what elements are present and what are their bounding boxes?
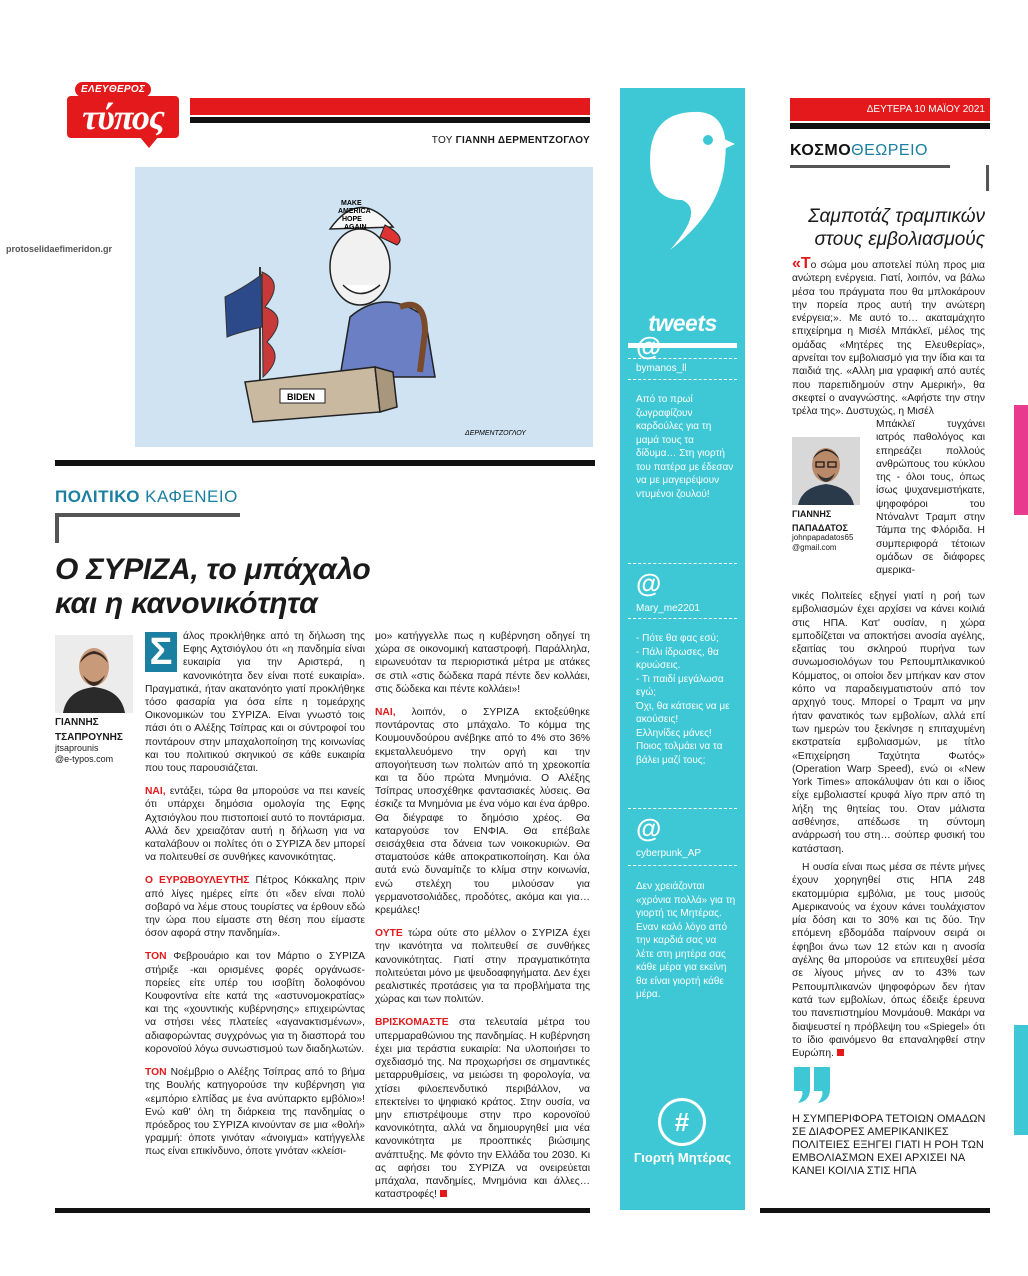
- column-headline-line-2: στους εμβολιασμούς: [814, 229, 985, 250]
- footer-rule-left: [55, 1208, 590, 1213]
- author-name-last: ΤΣΑΠΡΟΥΝΗΣ: [55, 732, 123, 743]
- byline-prefix: ΤΟΥ: [431, 135, 453, 146]
- paragraph-text: εντάξει, τώρα θα μπορούσε να πει κανείς ότι υπάρχει δημόσια ομολογία της Εφης Αχτσιόγλου που πιστοποιεί αυτό το ποντάρισμα. Αλλά δεν χρειαζόταν αυτή η δήλωση για να καταλάβουν οι πολίτες ότι ο ΣΥΡΙΖΑ δεν μπορεί να πολιτευθεί σε συνθήκες κανονικότητας.: [145, 786, 365, 864]
- page-edge-tab-pink: [1014, 405, 1028, 515]
- paragraph-text: Φεβρουάριο και τον Μάρτιο ο ΣΥΡΙΖΑ στήριξε -και ορισμένες φορές οργάνωσε- πορείες είτε υπέρ του ισοβίτη δολοφόνου Κουφοντίνα είτε κατά της «αστυνομοκρατίας» και της «χουντικής κυβέρνησης» επιχειρώντας να στήσει νέες πλατείες «αγανακτισμένων», αδιαφορώντας συγχρόνως για τη διασπορά του κορονοϊού λόγω συνωστισμού των διαδηλωτών.: [145, 951, 365, 1055]
- section-divider: [55, 460, 595, 466]
- hat-line-3: HOPE: [342, 216, 362, 223]
- issue-date: ΔΕΥΤΕΡΑ 10 ΜΑΪΟΥ 2021: [866, 104, 985, 115]
- tweet-handle[interactable]: cyberpunk_AP: [636, 848, 702, 859]
- brand-main-label: τύπος: [67, 96, 179, 138]
- paragraph-keyword: ΒΡΙΣΚΟΜΑΣΤΕ: [375, 1017, 449, 1029]
- article-paragraph: [145, 874, 365, 940]
- paragraph-keyword: ΤΟΝ: [145, 951, 167, 963]
- end-mark-icon: [440, 1190, 447, 1197]
- tweet-text: Δεν χρειάζονται «χρόνια πολλά» για τη γιορτή τις Μητέρας. Εναν καλό λόγο από την καρδιά σας να λέτε στη μητέρα σας κάθε μέρα για εκείνη θα είναι γιορτή κάθε μέρα.: [636, 881, 736, 1000]
- brand-top-label: ΕΛΕΥΘΕΡΟΣ: [75, 82, 151, 97]
- headline-line-1: Ο ΣΥΡΙΖΑ, το μπάχαλο: [55, 553, 371, 586]
- desk-label: BIDEN: [287, 392, 316, 402]
- paragraph-text: άλος προκλήθηκε από τη δήλωση της Εφης Αχτσιόγλου ότι «η πανδημία είναι ευκαιρία για την Αριστερά, η κανονικότητα δεν είναι ποτέ ευκαιρία». Πραγματικά, ήταν ακατανόητο γιατί προκλήθηκε τόσο φασαρία για όσα είπε η τομεάρχης Οικονομικών του ΣΥΡΙΖΑ. Είναι γνωστό τοις πάσι ότι ο Αλέξης Τσίπρας και οι σύντροφοί του ποντάρουν στην μπαχαλοποίηση της κοινωνίας και του πολιτικού σκηνικού σε κάθε ευκαιρία που τους παρουσιάζεται.: [145, 631, 365, 775]
- article-paragraph: [145, 1066, 365, 1158]
- tweet-at-icon: @: [636, 331, 662, 361]
- article-paragraph: [145, 785, 365, 864]
- paragraph-text: Η ουσία είναι πως μέσα σε πέντε μήνες έχουν χορηγηθεί στις ΗΠΑ 248 εκατομμύρια εμβόλια, με τους μισούς Αμερικανούς να έχουν κάνει τουλάχιστον μία δόση και το 30% και τις δύο. Την επόμενη εβδομάδα παίρνουν σειρά οι έφηβοι άνω των 12 ετών και η ανοσία αγέλης θα μπορούσε να επιτευχθεί μέσα σε λίγους μήνες αν το 43% των Ρεπουμπλικανών ψηφοφόρων δεν ήταν κατά των εμβολίων, όπως έδειξε έρευνα του πανεπιστημίου Μονμάουθ. Μακάρι να διαψευστεί η πρόβλεψη του «Spiegel» ότι το ίδιο φαινόμενο θα επαναληφθεί στην Ευρώπη.: [792, 861, 985, 1060]
- author-handle: jtsaprounis: [55, 743, 99, 753]
- author-photo: [55, 635, 133, 713]
- paragraph-keyword: ΝΑΙ,: [375, 707, 396, 719]
- cartoon-svg: [135, 167, 593, 447]
- column-headline: [775, 205, 985, 251]
- column-paragraph: [792, 861, 985, 1060]
- date-underbar: [790, 123, 990, 129]
- header-black-bar: [190, 117, 590, 123]
- article-column-1: [145, 630, 365, 1169]
- column-title: [790, 142, 928, 160]
- column-title-light: ΘΕΩΡΕΙΟ: [851, 142, 928, 159]
- hashtag-icon: #: [658, 1098, 706, 1146]
- hat-line-1: MAKE: [341, 200, 362, 207]
- column-title-strong: ΚΟΣΜΟ: [790, 142, 852, 159]
- tweet-separator: [628, 563, 737, 564]
- paragraph-text: νικές Πολιτείες εξηγεί γιατί η ροή των εμβολιασμών έχει αρχίσει να κάνει κοιλιά στις ΗΠΑ. Κατ' ουσίαν, η χώρα εμποδίζεται να αποκτήσει ανοσία αγέλης, εξαιτίας του σκληρού πυρήνα των συνωμοσιολόγων του Ρεπουμπλικανικού Κόμματος, οι οποίοι δεν μπήκαν καν στον κόπο να παραδειγματιστούν από τον αρχηγό τους. Μπορεί ο Τραμπ να μην ήταν φανατικός των εμβολίων, αλλά επί των ημερών του ξεκίνησε η επιταχυμένη εκστρατεία εμβολιασμών, με τίτλο «Επιχείρηση Ταχύτητα Φωτός» (Operation Warp Speed), ενώ οι «New York Times» αποκάλυψαν ότι και ο ίδιος είχε εμβολιαστεί κρυφά λίγο πριν από τη λήξη της θητείας του. Οταν μάλιστα ασθένησε, απέδωσε τη σύντομη ανάρρωσή του στη… σούπερ φυσική του κατάσταση.: [792, 591, 985, 855]
- column-paragraph: [876, 418, 985, 578]
- columnist-handle: johnpapadatos65: [792, 533, 854, 542]
- column-paragraph: [792, 257, 985, 419]
- end-mark-icon: [837, 1049, 844, 1056]
- column-bracket-h: [790, 165, 950, 168]
- article-paragraph: [145, 950, 365, 1056]
- pull-quote: Η ΣΥΜΠΕΡΙΦΟΡΑ ΤΕΤΟΙΩΝ ΟΜΑΔΩΝ ΣΕ ΔΙΑΦΟΡΕΣ ΑΜΕΡΙΚΑΝΙΚΕΣ ΠΟΛΙΤΕΙΕΣ ΕΞΗΓΕΙ ΓΙΑΤΙ Η ΡΟΗ ΤΩΝ ΕΜΒΟΛΙΑΣΜΩΝ ΕΧΕΙ ΑΡΧΙΣΕΙ ΝΑ ΚΑΝΕΙ ΚΟΙΛΙΑ ΣΤΙΣ ΗΠΑ: [792, 1113, 986, 1177]
- article-paragraph: [375, 630, 590, 696]
- bird-icon: [630, 100, 735, 310]
- tweets-title: tweets: [648, 310, 717, 336]
- column-text-wrap: [876, 418, 985, 583]
- paragraph-text: μο» κατήγγελλε πως η κυβέρνηση οδηγεί τη χώρα σε οικονομική καταστροφή. Παράλληλα, ειρωνευόταν τα περιοριστικά μέτρα με ατάκες σε στιλ «στις δώδεκα παρά πέντε δεν κολλάει, στις δώδεκα και πέντε κολλάει»!: [375, 631, 590, 695]
- paragraph-keyword: ΟΥΤΕ: [375, 928, 403, 940]
- cartoon-signature: ΔΕΡΜΕΝΤΖΟΓΛΟΥ: [465, 430, 526, 437]
- byline-author: ΓΙΑΝΝΗ ΔΕΡΜΕΝΤΖΟΓΛΟΥ: [455, 135, 590, 146]
- tweet-text: Από το πρωί ζωγραφίζουν καρδούλες για τη μαμά τους τα δίδυμα… Στη γιορτή του πατέρα με έδεσαν να με μαγειρέψουν ντυμένοι ζουλού!: [636, 394, 734, 500]
- watermark: protoselidaefimeridon.gr: [6, 244, 113, 254]
- paragraph-keyword: ΤΟΝ: [145, 1067, 167, 1079]
- column-bracket-v: [986, 165, 989, 191]
- section-label: [55, 487, 238, 507]
- author-site: @e-typos.com: [55, 754, 114, 764]
- masthead-logo: [55, 82, 183, 148]
- paragraph-text: ο σώμα μου αποτελεί πύλη προς μια ανώτερη ενέργεια. Γιατί, λοιπόν, να βάλω μέσα του πράγματα που θα μπλοκάρουν την πορεία προς αυτή την ανώτερη ενέργεια;». Με αυτό το… ακαταμάχητο επιχείρημα η Μισέλ Μπάκλεϊ, μέλος της ομάδας «Μητέρες της Ελευθερίας», αρνείται τον εμβολιασμό για την ίδια και τα παιδιά της. «Αλλη μια γραφική από αυτές που παρεπιδημούν στην Αμερική», θα σκεφτεί ο αναγνώστης. «Αφήστε την στην τρέλα της». Δυστυχώς, η Μισέλ: [792, 260, 985, 418]
- article-headline: [55, 553, 595, 621]
- column-paragraph: [792, 590, 985, 856]
- hat-line-2: AMERICA: [338, 208, 371, 215]
- tweet-separator: [628, 379, 737, 380]
- hat-line-4: AGAIN: [344, 224, 367, 231]
- article-paragraph: [375, 706, 590, 917]
- footer-rule-right: [760, 1208, 990, 1213]
- paragraph-keyword: ΝΑΙ,: [145, 786, 166, 798]
- article-paragraph: [375, 927, 590, 1006]
- columnist-photo: [792, 437, 860, 505]
- paragraph-text: Πέτρος Κόκκαλης πριν από λίγες ημέρες είπε ότι «δεν είναι πολύ σοβαρό να λέμε στους τουρίστες να έρθουν εδώ την ώρα που είμαστε στη θέση που είμαστε όσον αφορά στην πανδημία».: [145, 875, 365, 940]
- section-label-strong: ΠΟΛΙΤΙΚΟ: [55, 487, 140, 506]
- paragraph-text: τώρα ούτε στο μέλλον ο ΣΥΡΙΖΑ έχει την ικανότητα να πολιτευθεί σε συνθήκες κανονικότητας. Γιατί στην πραγματικότητα πολιτεύεται μόνο με ψευδοαφηγήματα. Δεν έχει ρεαλιστικές προτάσεις για τα προβλήματα της χώρας και των πολιτών.: [375, 928, 590, 1006]
- tweets-panel: [620, 88, 745, 1210]
- header-red-bar: [190, 98, 590, 115]
- column-text-top: [792, 257, 985, 424]
- column-text-bottom: [792, 590, 985, 1065]
- section-label-light: ΚΑΦΕΝΕΙΟ: [145, 487, 238, 506]
- tweet-separator: [628, 865, 737, 866]
- tweet-at-icon: @: [636, 568, 662, 598]
- cartoon-illustration: [135, 167, 593, 447]
- section-bracket-h: [55, 513, 240, 517]
- byline: [300, 135, 590, 146]
- tweets-footer-label: Γιορτή Μητέρας: [633, 1150, 732, 1165]
- tweet-text: - Πότε θα φας εσύ; - Πάλι ίδρωσες, θα κρυώσεις. - Τι παιδί μεγάλωσα εγώ; Όχι, θα κάτσεις να με ακούσεις! Ελληνίδες μάνες! Ποιος τολμάει να τα βάλει μαζί τους;: [636, 633, 730, 766]
- columnist-box: [792, 437, 870, 553]
- columnist-site: @gmail.com: [792, 543, 837, 552]
- paragraph-text: λοιπόν, ο ΣΥΡΙΖΑ εκτοξεύθηκε ποντάροντας στο μπάχαλο. Το κόμμα της Κουμουνδούρου ανέβηκε από το 4% στο 36% εκμεταλλευόμενο την οργή και την απογοήτευση των πολιτών από τη χρεοκοπία και τα δύο πρώτα Μνημόνια. Ο Αλέξης Τσίπρας υποσχέθηκε φαντασιακές λύσεις. Θα έσκιζε τα Μνημόνια με ένα νόμο και ένα άρθρο. Θα διέγραφε το δημόσιο χρέος. Θα καταργούσε τον ΕΝΦΙΑ. Θα επέβαλε σεισάχθεια στα δάνεια των νοικοκυριών. Θα σταματούσε κάθε αποκρατικοποίηση. Και όλα αυτά ενώ δυναμίτιζε το κλίμα στην κοινωνία, ενώ στελέχη του μιλούσαν για γερμανοτσολιάδες, προδότες, ακόμα και για… κρεμάλες!: [375, 707, 590, 917]
- tweet-separator: [628, 618, 737, 619]
- article-paragraph: [375, 1016, 590, 1201]
- headline-line-2: και η κανονικότητα: [55, 587, 318, 620]
- columnist-name-first: ΓΙΑΝΝΗΣ: [792, 509, 832, 519]
- author-name-first: ΓΙΑΝΝΗΣ: [55, 717, 99, 728]
- author-box: [55, 635, 135, 765]
- section-bracket-v: [55, 513, 59, 543]
- quote-marks-icon: [792, 1065, 834, 1105]
- opening-quote: «Τ: [792, 255, 811, 272]
- column-headline-line-1: Σαμποτάζ τραμπικών: [808, 206, 985, 227]
- paragraph-keyword: Ο ΕΥΡΩΒΟΥΛΕΥΤΗΣ: [145, 875, 250, 887]
- paragraph-text: Νοέμβριο ο Αλέξης Τσίπρας από το βήμα της Βουλής κατηγορούσε την κυβέρνηση για «εμπόριο ελπίδας με ένα ανύπαρκτο εμβόλιο»! Ενώ καθ' όλη τη διάρκεια της πανδημίας ο πρόεδρος του ΣΥΡΙΖΑ κινούνταν σε μια «θολή» γραμμή: όποτε γινόταν «άνοιγμα» κατήγγελλε πως είναι επικίνδυνο, όποτε γινόταν «κλείσι-: [145, 1067, 365, 1158]
- dropcap: Σ: [145, 632, 177, 672]
- article-paragraph: [145, 630, 365, 775]
- tweet-at-icon: @: [636, 813, 662, 843]
- tweet-separator: [628, 808, 737, 809]
- columnist-name-last: ΠΑΠΑΔΑΤΟΣ: [792, 523, 848, 533]
- logo-speech-tail: [139, 136, 159, 148]
- paragraph-text: Μπάκλεϊ τυγχάνει ιατρός παθολόγος και επηρεάζει πολλούς ανθρώπους του κύκλου της - όλοι τους, όπως ίσως ψυχανεμιστήκατε, ψηφοφόροι του Ντόναλντ Τραμπ στην Τάμπα της Φλόριδα. Η συμπεριφορά τέτοιων ομάδων σε διάφορες αμερικα-: [876, 419, 985, 577]
- tweet-handle[interactable]: Mary_me2201: [636, 603, 700, 614]
- page-edge-tab-cyan: [1014, 1025, 1028, 1135]
- article-column-2: [375, 630, 590, 1211]
- tweet-handle[interactable]: bymanos_ll: [636, 363, 687, 374]
- paragraph-text: στα τελευταία μέτρα του υπερμαραθώνιου της πανδημίας. Η κυβέρνηση έχει μια τεράστια ευκαιρία: Να υλοποιήσει το σχεδιασμό της. Να προχωρήσει σε σημαντικές μεταρρυθμίσεις, να μειώσει τη φορολογία, να χτίσει φιλοεπενδυτικό περιβάλλον, να επεκτείνει το ψηφιακό κράτος. Στην ουσία, να μην επιστρέψουμε στην προ κορονοϊού κανονικότητα, αλλά να δημιουργηθεί μια νέα κανονικότητα με προοπτικές βιώσιμης ανάπτυξης. Με φόντο την Ελλάδα του 2030. Κι ας αφήσει του ΣΥΡΙΖΑ να ονειρεύεται μπάχαλα, πανδημίες, Μνημόνια και άλλες… καταστροφές!: [375, 1017, 590, 1201]
